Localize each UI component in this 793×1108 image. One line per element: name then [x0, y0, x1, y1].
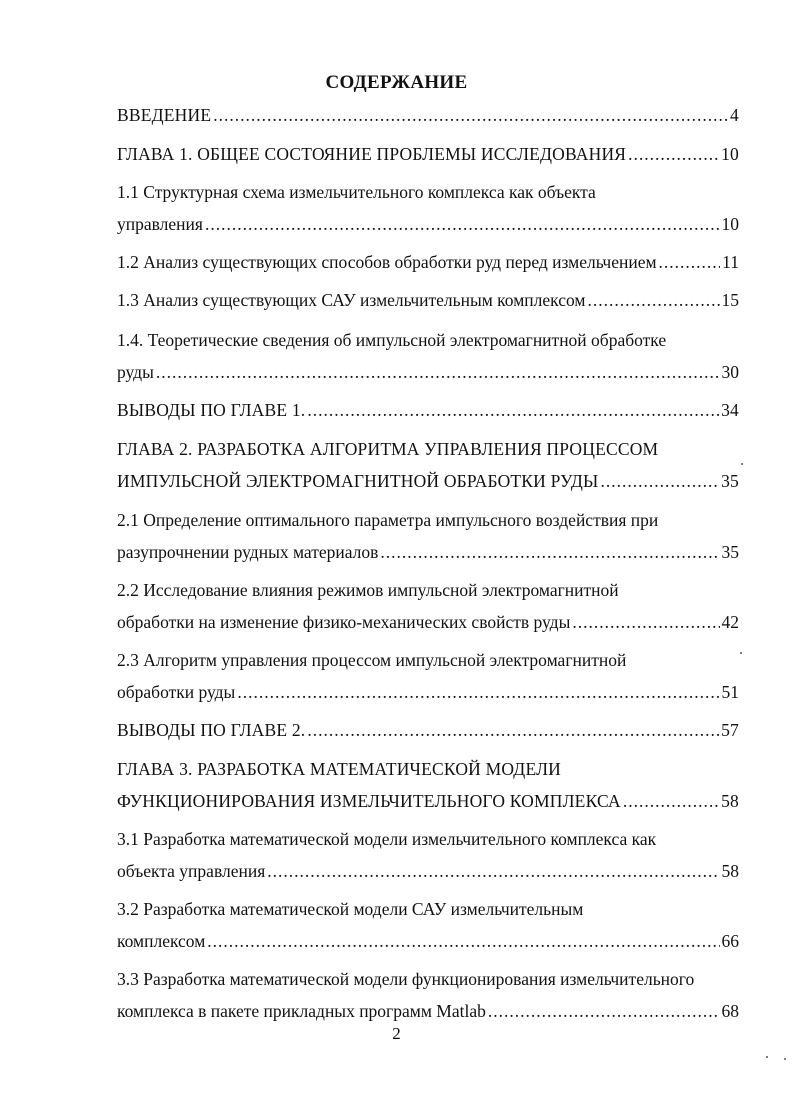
toc-page-number: 35 [721, 542, 739, 562]
toc-leader-dots [628, 142, 719, 166]
toc-entry-text: разупрочнении рудных материалов [117, 542, 379, 562]
toc-leader-dots [572, 610, 719, 634]
toc-entry-line [117, 648, 739, 672]
toc-entry-line [117, 999, 739, 1023]
toc-page-number: 57 [721, 720, 739, 740]
toc-entry-text: 2.2 Исследование влияния режимов импульсной электромагнитной [117, 580, 619, 600]
toc-leader-dots [267, 859, 719, 883]
toc-entry-text: 3.1 Разработка математической модели измельчительного комплекса как [117, 829, 657, 849]
toc-entry-line [117, 103, 739, 127]
toc-entry-text: обработки на изменение физико-механических свойств руды [117, 612, 571, 632]
toc-entry-text: ГЛАВА 1. ОБЩЕЕ СОСТОЯНИЕ ПРОБЛЕМЫ ИССЛЕДОВАНИЯ [117, 144, 627, 164]
toc-entry-line [117, 757, 739, 781]
toc-entry-line [117, 469, 739, 493]
toc-entry-text: руды [117, 362, 154, 382]
scan-speck [741, 463, 743, 465]
scan-speck [784, 1058, 786, 1060]
toc-page-number: 68 [721, 1001, 739, 1021]
toc-page-number: 58 [721, 861, 739, 881]
toc-page-number: 4 [730, 105, 739, 125]
toc-leader-dots [380, 540, 719, 564]
toc-entry-line [117, 789, 739, 813]
toc-entry-text: комплекса в пакете прикладных программ Matlab [117, 1001, 486, 1021]
toc-leader-dots [307, 398, 719, 422]
page-title: СОДЕРЖАНИЕ [325, 72, 468, 93]
scan-speck [740, 652, 742, 654]
toc-page-number: 51 [721, 682, 739, 702]
toc-page-number: 30 [721, 362, 739, 382]
toc-leader-dots [237, 680, 719, 704]
toc-page-number: 15 [721, 290, 739, 310]
scan-speck [766, 1056, 768, 1058]
toc-entry-text: объекта управления [117, 861, 266, 881]
toc-entry-line [117, 610, 739, 634]
toc-entry-text: 2.3 Алгоритм управления процессом импульсной электромагнитной [117, 650, 627, 670]
toc-entry-line [117, 212, 739, 236]
toc-leader-dots [156, 360, 720, 384]
toc-entry-text: ИМПУЛЬСНОЙ ЭЛЕКТРОМАГНИТНОЙ ОБРАБОТКИ РУДЫ [117, 471, 599, 491]
toc-entry-text: ВЫВОДЫ ПО ГЛАВЕ 2. [117, 720, 306, 740]
toc-entry-line [117, 142, 739, 166]
toc-entry-text: ФУНКЦИОНИРОВАНИЯ ИЗМЕЛЬЧИТЕЛЬНОГО КОМПЛЕКСА [117, 791, 621, 811]
page-number: 2 [392, 1024, 401, 1043]
toc-entry-text: обработки руды [117, 682, 236, 702]
toc-entry-text: ГЛАВА 2. РАЗРАБОТКА АЛГОРИТМА УПРАВЛЕНИЯ ПРОЦЕССОМ [117, 439, 659, 459]
toc-entry-line [117, 827, 739, 851]
toc-entry-text: 1.4. Теоретические сведения об импульсной электромагнитной обработке [117, 330, 667, 350]
toc-entry-line [117, 398, 739, 422]
toc-entry-line [117, 360, 739, 384]
toc-page-number: 10 [721, 144, 739, 164]
toc-entry-line [117, 180, 739, 204]
toc-leader-dots [623, 789, 719, 813]
toc-entry-text: ГЛАВА 3. РАЗРАБОТКА МАТЕМАТИЧЕСКОЙ МОДЕЛИ [117, 759, 562, 779]
toc-entry-line [117, 437, 739, 461]
toc-entry-text: 1.2 Анализ существующих способов обработки руд перед измельчением [117, 252, 657, 272]
toc-entry-line [117, 859, 739, 883]
toc-leader-dots [207, 929, 719, 953]
toc-page-number: 35 [721, 471, 739, 491]
toc-leader-dots [213, 103, 728, 127]
toc-entry-line [117, 328, 739, 352]
toc-entry-text: 2.1 Определение оптимального параметра импульсного воздействия при [117, 510, 659, 530]
toc-page-number: 34 [721, 400, 739, 420]
toc-page-number: 42 [721, 612, 739, 632]
toc-entry-text: 3.2 Разработка математической модели САУ измельчительным [117, 899, 584, 919]
toc-entry-line [117, 929, 739, 953]
toc-entry-line [117, 250, 739, 274]
toc-entry-line [117, 508, 739, 532]
toc-entry-text: ВВЕДЕНИЕ [117, 105, 212, 125]
toc-entry-line [117, 540, 739, 564]
toc-leader-dots [488, 999, 720, 1023]
toc-entry-text: 1.3 Анализ существующих САУ измельчительным комплексом [117, 290, 586, 310]
toc-entry-line [117, 967, 739, 991]
toc-page-number: 58 [721, 791, 739, 811]
toc-entry-text: ВЫВОДЫ ПО ГЛАВЕ 1. [117, 400, 306, 420]
toc-entry-text: управления [117, 214, 203, 234]
toc-leader-dots [587, 288, 719, 312]
toc-page-number: 11 [722, 252, 739, 272]
toc-leader-dots [307, 718, 719, 742]
toc-entry-line [117, 578, 739, 602]
toc-leader-dots [601, 469, 720, 493]
toc-entry-line [117, 718, 739, 742]
toc-leader-dots [659, 250, 721, 274]
toc-entry-text: комплексом [117, 931, 206, 951]
toc-page-number: 10 [721, 214, 739, 234]
toc-page-number: 66 [721, 931, 739, 951]
toc-entry-text: 1.1 Структурная схема измельчительного комплекса как объекта [117, 182, 596, 202]
toc-entry-line [117, 288, 739, 312]
toc-entry-line [117, 680, 739, 704]
toc-entry-line [117, 897, 739, 921]
toc-leader-dots [205, 212, 720, 236]
toc-entry-text: 3.3 Разработка математической модели функционирования измельчительного [117, 969, 695, 989]
